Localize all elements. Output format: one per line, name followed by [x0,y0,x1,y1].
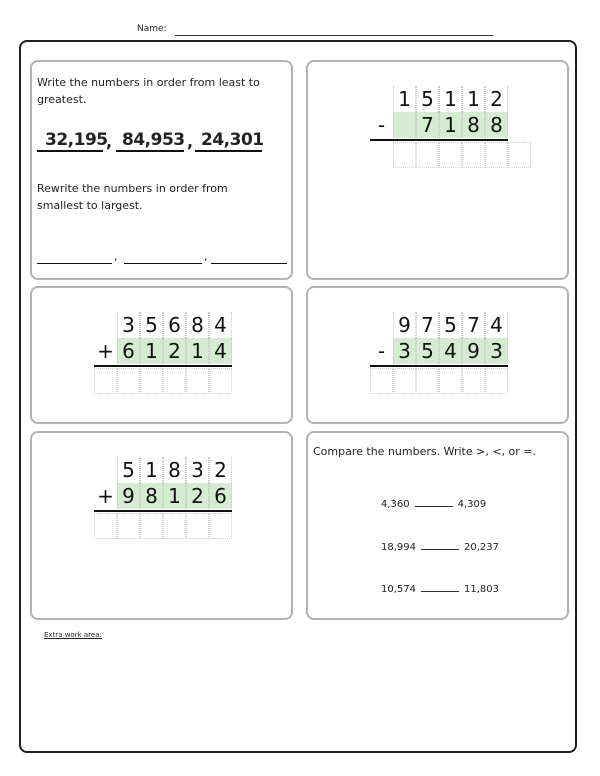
p4-bottom-digit: 2 [186,483,209,509]
p4-top-digit: 1 [140,457,163,483]
compare-instruction: Compare the numbers. Write >, <, or =. [313,445,537,458]
ordering-instruction: Write the numbers in order from least to greatest. [37,76,260,106]
extra-work-label: Extra work area: [44,631,102,639]
p4-operator: + [97,484,114,508]
answer-blank-1[interactable] [37,263,112,264]
p1-top-digit: 5 [416,86,439,112]
p1-top-digit: 1 [462,86,485,112]
problem-2-panel [30,286,293,424]
p3-bottom-digit: 4 [439,338,462,364]
p1-bottom-digit [393,112,416,138]
p3-bottom-digit: 3 [485,338,508,364]
ordering-number-2: 84,953 [122,130,185,150]
compare-row-3 [381,584,499,595]
p3-top-digit: 7 [416,312,439,338]
p1-bottom-digit: 1 [439,112,462,138]
p1-answer-boxes[interactable] [393,142,531,168]
name-label: Name: [137,24,167,34]
p3-bottom-digit: 3 [393,338,416,364]
p2-top-digit: 6 [163,312,186,338]
p1-operator: - [377,113,386,137]
p1-top-digit: 1 [393,86,416,112]
p2-bottom-digit: 6 [117,338,140,364]
p2-top-digit: 3 [117,312,140,338]
p1-bottom-digit: 7 [416,112,439,138]
compare-left-value: 18,994 [381,542,416,553]
p4-top-digit: 2 [209,457,232,483]
p2-bottom-digit: 1 [140,338,163,364]
problem-3-panel [306,286,569,424]
p2-answer-boxes[interactable] [94,368,232,394]
p4-answer-boxes[interactable] [94,513,232,539]
compare-panel [306,431,569,620]
p3-top-digit: 5 [439,312,462,338]
p4-top-digit: 5 [117,457,140,483]
p3-answer-boxes[interactable] [370,368,508,394]
p4-top-digit: 3 [186,457,209,483]
compare-blank-3[interactable] [421,591,459,592]
compare-blank-1[interactable] [415,506,453,507]
p1-top-digit: 2 [485,86,508,112]
ordering-number-1: 32,195 [45,130,108,150]
compare-right-value: 20,237 [464,542,499,553]
compare-blank-2[interactable] [421,549,459,550]
p4-top-digit: 8 [163,457,186,483]
compare-row-1 [381,499,486,510]
p3-top-digit: 4 [485,312,508,338]
compare-left-value: 10,574 [381,584,416,595]
ordering-panel: Write the numbers in order from least to greatest. 32,195 , 84,953 , 24,301 Rewrite the numbers in order from smallest to largest. , , [30,60,293,280]
p4-bottom-digit: 8 [140,483,163,509]
p1-bottom-digit: 8 [462,112,485,138]
p4-bottom-digit: 9 [117,483,140,509]
p1-top-digit: 1 [439,86,462,112]
name-field[interactable] [175,35,493,36]
p2-operator: + [97,339,114,363]
p2-bottom-digit: 4 [209,338,232,364]
p2-top-digit: 4 [209,312,232,338]
compare-left-value: 4,360 [381,499,410,510]
compare-row-2 [381,542,499,553]
p3-operator: - [377,339,386,363]
answer-blank-2[interactable] [124,263,202,264]
problem-1-panel [306,60,569,280]
compare-right-value: 11,803 [464,584,499,595]
p4-bottom-digit: 6 [209,483,232,509]
p3-top-digit: 7 [462,312,485,338]
rewrite-instruction: Rewrite the numbers in order from smallest to largest. [37,182,228,212]
p4-bottom-digit: 1 [163,483,186,509]
p2-bottom-digit: 1 [186,338,209,364]
p1-bottom-digit: 8 [485,112,508,138]
p3-top-digit: 9 [393,312,416,338]
p2-bottom-digit: 2 [163,338,186,364]
p2-top-digit: 5 [140,312,163,338]
p3-bottom-digit: 9 [462,338,485,364]
answer-blank-3[interactable] [211,263,287,264]
compare-right-value: 4,309 [457,499,487,510]
ordering-number-3: 24,301 [201,130,264,150]
p3-bottom-digit: 5 [416,338,439,364]
p2-top-digit: 8 [186,312,209,338]
problem-4-panel [30,431,293,620]
